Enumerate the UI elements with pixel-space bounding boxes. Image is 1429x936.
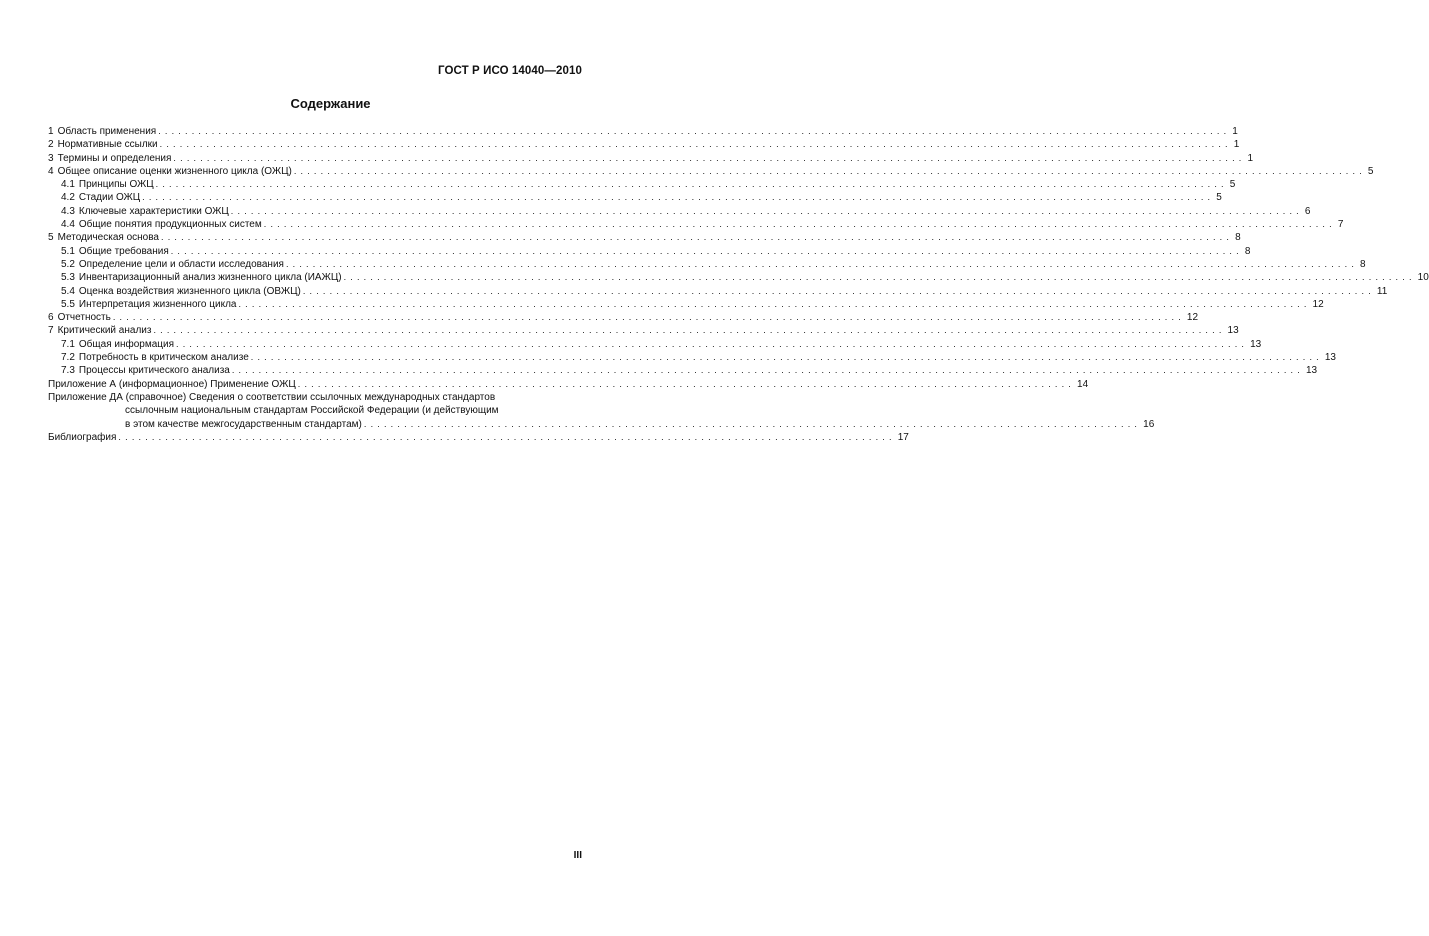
leader-dots: ................................................................................................................................................................ bbox=[112, 312, 1185, 323]
toc-entry-page: 1 bbox=[1247, 152, 1254, 164]
toc-entry[interactable] bbox=[48, 178, 1236, 191]
toc-entry-number: 5.1 bbox=[61, 245, 75, 257]
toc-entry[interactable] bbox=[48, 298, 1324, 311]
toc-entry-label: Процессы критического анализа bbox=[78, 365, 230, 377]
toc-entry-label: Инвентаризационный анализ жизненного цикла (ИАЖЦ) bbox=[78, 272, 342, 284]
toc-annex-da[interactable] bbox=[48, 391, 1155, 431]
leader-dots: .................................................................................................................... bbox=[363, 418, 1142, 429]
toc-entry[interactable] bbox=[48, 138, 1240, 151]
toc-entry-number: 5.3 bbox=[61, 272, 75, 284]
toc-entry-page: 13 bbox=[1305, 365, 1318, 377]
toc-entry-title bbox=[61, 191, 140, 204]
toc-entry-number: 4.3 bbox=[61, 205, 75, 217]
leader-dots: ................................................................................................................................................................ bbox=[250, 352, 1323, 363]
leader-dots: ................................................................................................................................................................ bbox=[238, 298, 1311, 309]
toc-entry-page: 12 bbox=[1312, 298, 1324, 310]
toc-entry[interactable] bbox=[48, 285, 1388, 298]
toc-entry-title bbox=[48, 152, 171, 165]
toc-entry-page: 5 bbox=[1216, 192, 1222, 204]
toc-entry[interactable] bbox=[48, 338, 1262, 351]
standard-designation: ГОСТ Р ИСО 14040—2010 bbox=[437, 65, 582, 77]
toc-entry-number: 7 bbox=[48, 325, 54, 337]
toc-entry-number: 1 bbox=[48, 126, 54, 137]
toc-entry-number: 3 bbox=[48, 152, 54, 164]
toc-entry-page: 10 bbox=[1417, 272, 1429, 284]
toc-entry-title bbox=[61, 271, 342, 284]
toc-entry-page: 5 bbox=[1229, 179, 1236, 191]
toc-entry-label-line1: Приложение ДА (справочное) Сведения о соответствии ссылочных международных стандартов bbox=[48, 391, 496, 403]
toc-entry-title bbox=[48, 138, 158, 151]
toc-entry-title bbox=[61, 298, 236, 311]
page-number: III bbox=[573, 850, 582, 861]
toc-entry[interactable] bbox=[48, 351, 1336, 364]
leader-dots: ................................................................................................................................................................ bbox=[155, 179, 1228, 190]
toc-entry-label: Отчетность bbox=[57, 312, 111, 324]
leader-dots: ................................................................................................................................................................ bbox=[293, 165, 1366, 176]
toc-entry-page: 5 bbox=[1367, 165, 1374, 177]
leader-dots: ................................................................................................................................................................ bbox=[170, 245, 1243, 256]
toc-entry-title bbox=[48, 324, 151, 337]
toc-entry-label: Нормативные ссылки bbox=[57, 139, 158, 151]
toc-entry[interactable] bbox=[48, 152, 1254, 165]
toc-entry-label: Интерпретация жизненного цикла bbox=[78, 298, 237, 310]
toc-entry-label: Общие понятия продукционных систем bbox=[78, 219, 262, 231]
toc-entry-label: Оценка воздействия жизненного цикла (ОВЖЦ) bbox=[78, 285, 301, 297]
toc-entry[interactable] bbox=[48, 364, 1318, 377]
toc-entry-title bbox=[61, 351, 249, 364]
toc-entry-page: 13 bbox=[1324, 352, 1336, 364]
leader-dots: ................................................................................................................................................................ bbox=[263, 219, 1336, 230]
toc-entry-number: 7.1 bbox=[61, 338, 75, 350]
toc-entry[interactable] bbox=[48, 205, 1311, 218]
toc-entry[interactable] bbox=[48, 258, 1366, 271]
toc-entry-page: 8 bbox=[1244, 245, 1251, 257]
toc-entry-page: 8 bbox=[1235, 232, 1241, 244]
toc-entry-label: Стадии ОЖЦ bbox=[78, 192, 141, 204]
toc-entry-number: 4.2 bbox=[61, 192, 75, 204]
toc-entry-page: 1 bbox=[1232, 126, 1238, 137]
toc-entry-page: 12 bbox=[1186, 312, 1199, 324]
toc-entry-number: 5 bbox=[48, 232, 54, 244]
leader-dots: .................................................................................................................... bbox=[297, 378, 1076, 389]
toc-entry-label: Критический анализ bbox=[57, 325, 152, 337]
toc-annex-da-last-line bbox=[48, 418, 1155, 431]
leader-dots: ................................................................................................................................................................ bbox=[142, 192, 1215, 203]
toc-bibliography[interactable] bbox=[48, 431, 909, 444]
toc-entry-label: Методическая основа bbox=[57, 232, 159, 244]
toc-entry-label: Приложение А (информационное) Применение ОЖЦ bbox=[48, 378, 296, 390]
toc-entry[interactable] bbox=[48, 231, 1241, 244]
leader-dots: ................................................................................................................................................................ bbox=[231, 365, 1304, 376]
toc-entry-page: 17 bbox=[897, 431, 909, 443]
toc-entry-label-line2: ссылочным национальным стандартам Российской Федерации (и действующим bbox=[125, 405, 499, 417]
toc-entry-label: Потребность в критическом анализе bbox=[78, 352, 249, 364]
leader-dots: ................................................................................................................................................................ bbox=[173, 152, 1246, 163]
toc-entry-title bbox=[61, 178, 154, 191]
toc-entry-number: 5.4 bbox=[61, 285, 75, 297]
toc-entry-number: 7.2 bbox=[61, 352, 75, 364]
toc-entry-number: 5.2 bbox=[61, 258, 75, 270]
toc-entry-label: Библиография bbox=[48, 431, 117, 443]
leader-dots: ................................................................................................................................................................ bbox=[343, 272, 1416, 283]
toc-entry-page: 6 bbox=[1304, 205, 1311, 217]
toc-entry-label: Принципы ОЖЦ bbox=[78, 179, 154, 191]
leader-dots: ................................................................................................................................................................ bbox=[285, 258, 1359, 269]
toc-entry-title bbox=[61, 285, 301, 298]
toc-entry-page: 13 bbox=[1227, 325, 1239, 337]
toc-entry-label: Термины и определения bbox=[57, 152, 172, 164]
leader-dots: ................................................................................................................................................................ bbox=[153, 325, 1226, 336]
toc-entry-page: 1 bbox=[1233, 139, 1240, 151]
toc-entry-label: Ключевые характеристики ОЖЦ bbox=[78, 205, 229, 217]
toc-entry[interactable] bbox=[48, 311, 1199, 324]
toc-entry-title bbox=[48, 311, 111, 324]
toc-entry-page: 16 bbox=[1143, 418, 1155, 430]
leader-dots: ................................................................................................................................................................ bbox=[230, 205, 1303, 216]
toc-entry-label: Общее описание оценки жизненного цикла (ОЖЦ) bbox=[57, 165, 292, 177]
toc-entry-title bbox=[61, 205, 229, 218]
toc-entry-label: Область применения bbox=[57, 126, 157, 137]
toc-entry[interactable] bbox=[48, 218, 1344, 231]
toc-entry[interactable] bbox=[48, 271, 1429, 284]
toc-entry-number: 4.1 bbox=[61, 179, 75, 191]
toc-entry-number: 4.4 bbox=[61, 219, 75, 231]
page-title: Содержание bbox=[290, 96, 371, 111]
toc-entry[interactable] bbox=[48, 165, 1374, 178]
toc-entry-label: Общие требования bbox=[78, 245, 169, 257]
toc-annex-a[interactable] bbox=[48, 378, 1089, 391]
leader-dots: ................................................................................................................................................................ bbox=[302, 285, 1375, 296]
toc-entry-label: Общая информация bbox=[78, 338, 175, 350]
leader-dots: .................................................................................................................... bbox=[118, 431, 896, 442]
toc-entry[interactable] bbox=[48, 245, 1251, 258]
toc-entry-title bbox=[48, 231, 159, 244]
toc-entries bbox=[48, 125, 1429, 378]
leader-dots: ................................................................................................................................................................ bbox=[161, 232, 1234, 243]
toc-entry-page: 11 bbox=[1376, 285, 1388, 297]
leader-dots: ................................................................................................................................................................ bbox=[159, 139, 1232, 150]
leader-dots: ................................................................................................................................................................ bbox=[158, 126, 1231, 136]
toc-entry-title bbox=[61, 258, 284, 271]
toc-entry-title bbox=[61, 245, 169, 258]
toc-entry[interactable] bbox=[48, 191, 1222, 204]
toc-entry-page: 7 bbox=[1337, 219, 1344, 231]
table-of-contents bbox=[48, 125, 1429, 444]
toc-entry[interactable] bbox=[48, 324, 1239, 337]
toc-entry-number: 7.3 bbox=[61, 365, 75, 377]
toc-entry-number: 2 bbox=[48, 139, 54, 151]
toc-entry-number: 6 bbox=[48, 312, 54, 324]
toc-entry-title bbox=[61, 338, 174, 351]
toc-entry-page: 14 bbox=[1077, 378, 1089, 390]
toc-entry-number: 4 bbox=[48, 165, 54, 177]
toc-entry[interactable] bbox=[48, 125, 1238, 138]
toc-entry-title bbox=[48, 125, 156, 138]
toc-entry-label: Определение цели и области исследования bbox=[78, 258, 284, 270]
toc-entry-title bbox=[61, 364, 230, 377]
toc-entry-title bbox=[48, 165, 292, 178]
toc-entry-page: 8 bbox=[1360, 258, 1366, 270]
toc-entry-number: 5.5 bbox=[61, 298, 75, 310]
toc-entry-page: 13 bbox=[1250, 338, 1262, 350]
toc-entry-title bbox=[61, 218, 262, 231]
toc-entry-label-line3: в этом качестве межгосударственным стандартам) bbox=[125, 418, 362, 430]
leader-dots: ................................................................................................................................................................ bbox=[176, 338, 1249, 349]
